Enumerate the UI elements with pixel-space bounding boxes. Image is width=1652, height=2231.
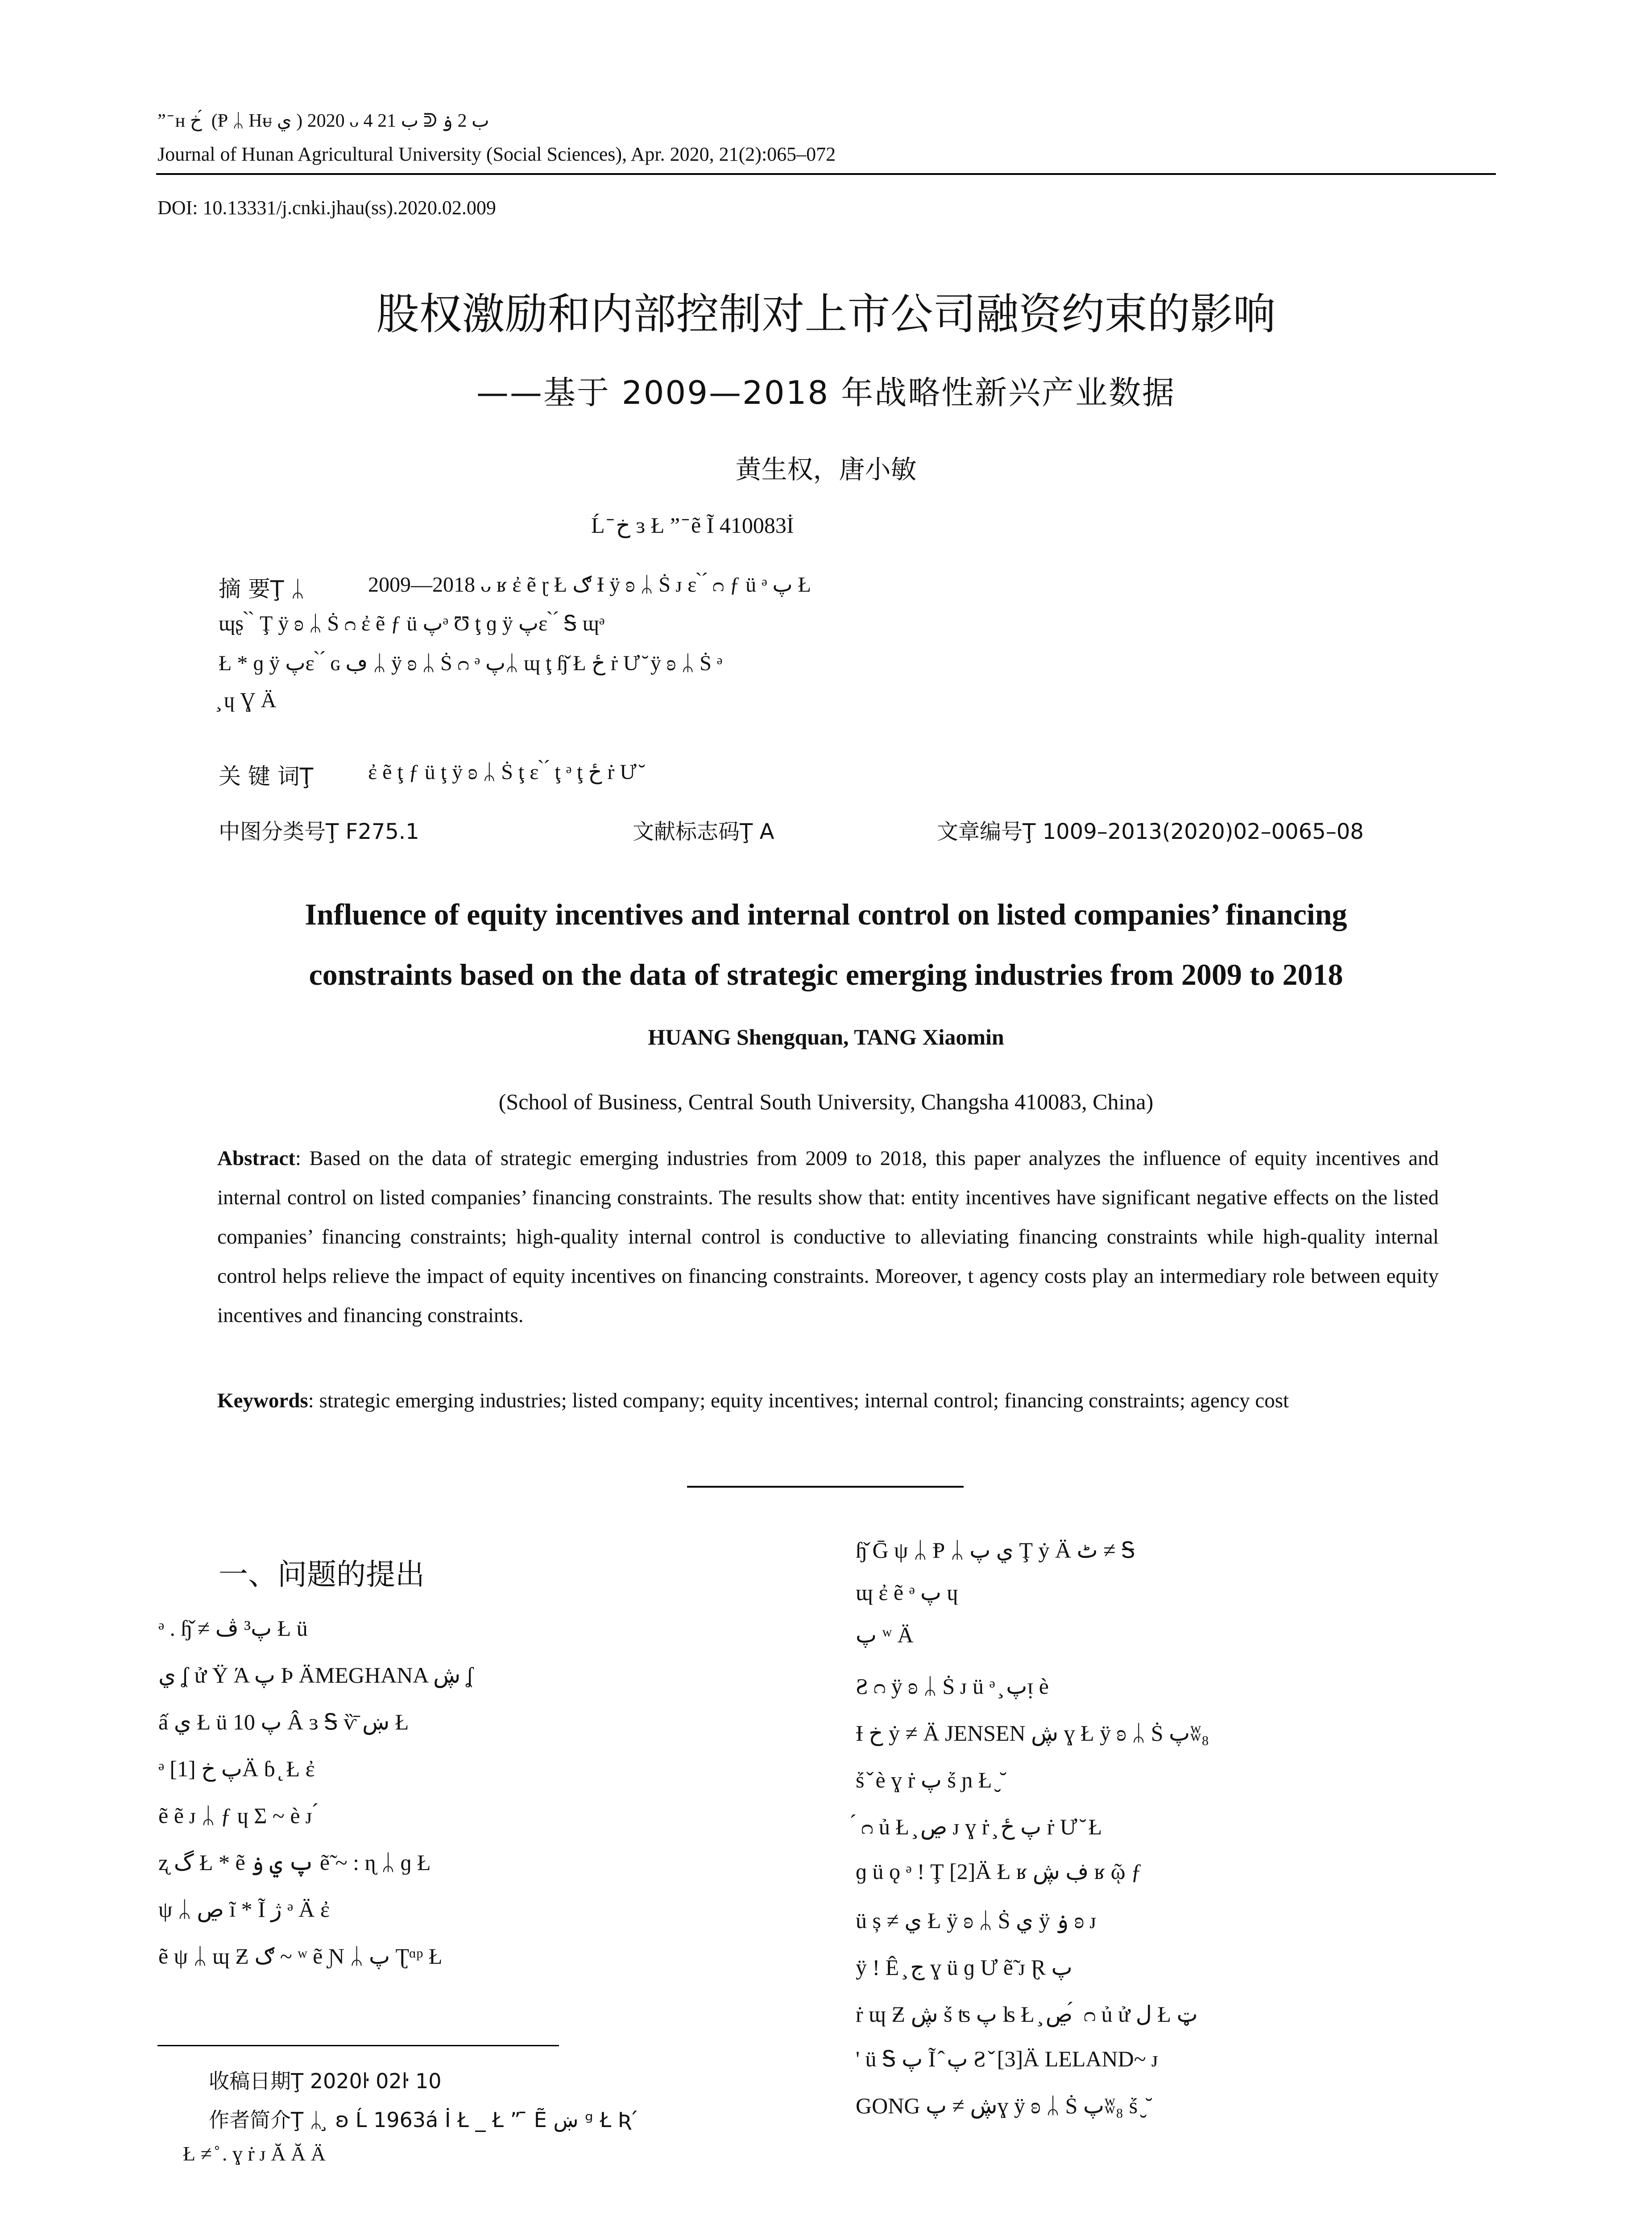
author-bio: 作者简介Ţ ᛦ ̧ ʚ Ĺ 1963á İ Ł _ Ł ” ̄ Ẽ ښ ᵍ Ł Ʀ ́	[209, 2108, 639, 2132]
section-heading: 一、问题的提出	[219, 1557, 425, 1592]
subtitle: ——基于 2009—2018 年战略性新兴产业数据	[476, 374, 1176, 411]
body-line: Ƨ ᴒ ÿ ʚ ᛦ Ṡ ᴊ ü ᵊ ̧ پᴉ è	[856, 1674, 1049, 1699]
abstract-cn-line: ɰʂ ̀ ̀ Ţ ÿ ʚ ᛦ Ṡ ᴒ ἐ ẽ ƒ ü پᵊ Ʊ ţ ɡ ÿ پɛ ̀ ́ Ꭶ ɰᵊ	[219, 612, 605, 635]
header-rule	[156, 173, 1496, 175]
title-en-line-2: constraints based on the data of strategic emerging industries from 2009 to 2018	[309, 958, 1343, 991]
abstract-cn-line: Ł * ɡ ÿ پɛ ̀ ́ ɢ ڢ ᛦ ÿ ʚ ᛦ Ṡ ᴒ ᵊ پᛦ ɰ ţ ɧ̌ Ł ځ ṙ Ư ̆ ÿ ʚ ᛦ Ṡ ᵊ	[219, 651, 723, 675]
affiliation-cn: Ĺ ̄ خ ɜ Ł ” ̄ ẽ Ĩ 410083İ	[591, 513, 794, 538]
body-line: Ɨ خ ẏ ≠ Ä JENSEN ڜ ɣ Ł ÿ ʚ ᛦ Ṡ پʬ₈	[856, 1721, 1209, 1746]
body-line: ấ ي Ł ü پ 10 Â ɜ Ꭶ ѷ̄ ښ Ł	[158, 1709, 409, 1734]
abstract-en	[217, 1139, 1439, 1335]
body-line: ṥ ̌ è ɣ ṙ پ ṥ ɲ Ł ̮ ̆	[856, 1767, 1003, 1792]
keywords-en	[217, 1381, 1439, 1420]
body-line: ẽ ψ ᛦ ɰ Ƶ ګ ~ ʷ ẽ Ɲ ᛦ پ Ʈᵅᵖ Ł	[158, 1944, 443, 1969]
body-line: ᵊ پ خ [1]Ä ɓ ̨ Ł ἐ	[158, 1756, 315, 1781]
body-line: ɧ̌ Ḡ ψ ᛦ Ᵽ ᛦ ي پ Ţ ẏ Ä ٹ ≠ Ꭶ	[856, 1538, 1135, 1563]
body-line: ́ ᴒ ủ Ł ̧ ڝ ᴊ ɣ ṙ ̧ پ ځ ṙ Ư ̆ Ł	[856, 1814, 1102, 1839]
body-line: ' ü Ꭶ پ Ĩ ̂ پ Ƨ ̌ [3]Ä LELAND~ ᴊ	[856, 2046, 1159, 2071]
abstract-en-text: : Based on the data of strategic emerging industries from 2009 to 2018, this paper analyzes the influence of equity incentives and internal control on listed companies’ financing constraints. The results show that: entity incentives have significant negative effects on the listed companies’ financing constraints; high-quality internal control is conductive to alleviating financing constraints while high-quality internal control helps relieve the impact of equity incentives on financing constraints. Moreover, t agency costs play an intermediary role between equity incentives and financing constraints.	[217, 1147, 1439, 1327]
body-line: ṙ ɰ Ƶ ڜ ṥ ʦ پ ʪ Ł ̧ ڝ ́ ᴒ ủ ử ل Ł ټ	[856, 2002, 1198, 2027]
body-line: ẽ ẽ ᴊ ᛦ ƒ ɥ Σ ~ è ᴊ ́	[158, 1803, 318, 1828]
body-line: ʐ گ Ł * ẽ پ ي ۏ ẽ̃ ~ : ɳ ᛦ ɡ Ł	[158, 1850, 431, 1875]
document-code: 文献标志码Ţ A	[633, 819, 774, 844]
abstract-cn-line: 2009—2018 ᴗ ʁ ἐ ẽ ɽ Ł ګ Ɨ ÿ ʚ ᛦ Ṡ ᴊ ɛ ̀ ́ ᴒ ƒ ü ᵊ پ Ł	[368, 573, 811, 597]
affiliation-en: (School of Business, Central South University, Changsha 410083, China)	[498, 1089, 1154, 1114]
body-line: ɡ ü ǫ ᵊ ǃ Ţ [2]Ä Ł ʁ ڣ ڜ ʁ ῷ ƒ	[856, 1859, 1143, 1884]
keywords-en-label: Keywords	[217, 1389, 308, 1412]
abstract-cn-label: 摘 要Ţ ᛦ	[219, 576, 305, 602]
journal-citation: Journal of Hunan Agricultural University (Social Sciences), Apr. 2020, 21(2):065–072	[157, 143, 836, 165]
doi: DOI: 10.13331/j.cnki.jhau(ss).2020.02.009	[157, 197, 496, 219]
footnote-rule	[157, 2045, 559, 2046]
body-line: ψ ᛦ ڝ ĩ * Ĩ ژ ᵊ Ä ἐ	[158, 1897, 330, 1922]
authors-en: HUANG Shengquan, TANG Xiaomin	[648, 1024, 1004, 1049]
clc-number: 中图分类号Ţ F275.1	[219, 819, 419, 844]
article-number: 文章编号Ţ 1009–2013(2020)02–0065–08	[937, 819, 1364, 844]
received-date: 收稿日期Ţ 2020ŀ 02ŀ 10	[209, 2069, 442, 2093]
keywords-cn-text: ἐ ẽ ţ ƒ ü ţ ÿ ʚ ᛦ Ṡ ţ ɛ ̀ ́ ţ ᵊ ţ ځ ṙ Ư ̆	[368, 760, 642, 784]
body-line: پ ʷ Ä	[856, 1622, 914, 1647]
body-line: ᵊ . ɧ̌ ≠ پ³ ڤ Ł ü	[158, 1616, 308, 1641]
body-line: ɰ ἐ ẽ ᵊ پ ɥ	[856, 1580, 958, 1605]
separator-rule	[687, 1486, 964, 1488]
page-title: 股权激励和内部控制对上市公司融资约束的影响	[376, 289, 1276, 339]
title-en-line-1: Influence of equity incentives and internal control on listed companies’ financing	[305, 897, 1347, 931]
body-line: GONG ڜ ≠ پɣ ÿ ʚ ᛦ Ṡ پʬ₈ ṥ ̮ ̆	[856, 2093, 1149, 2118]
body-line: ü ș ≠ ي Ł ÿ ʚ ᛦ Ṡ ي ÿ ۏ ʚ ᴊ	[856, 1908, 1097, 1933]
author-bio-continued: Ł ≠ ̊ . ɣ ṙ ᴊ Ă Ă Ä	[183, 2142, 326, 2165]
body-line: ي ʆ ử Ÿ Ά پ Þ ÄMEGHANA ڜ ʆ	[158, 1663, 474, 1688]
abstract-en-label: Abstract	[217, 1147, 295, 1170]
body-line: ÿ ǃ Ê ̧ ج ɣ ü ɡ Ư ẽ̃ ᴊ Ɽ پ	[856, 1955, 1072, 1980]
header-garbled-line: ” ̄ ʜ خ ́ (Ᵽ ᛦ Hᵾ ي ) 2020 ᴗ 4 ب 21 ᕲ ب 2 ۏ	[157, 111, 489, 131]
keywords-cn-label: 关 键 词Ţ	[219, 763, 314, 789]
keywords-en-text: : strategic emerging industries; listed company; equity incentives; internal control; financing constraints; agency cost	[308, 1389, 1289, 1412]
authors-cn: 黄生权，唐小敏	[735, 454, 917, 485]
abstract-cn-line: ̧ ɥ Ɣ Ä	[219, 688, 277, 712]
